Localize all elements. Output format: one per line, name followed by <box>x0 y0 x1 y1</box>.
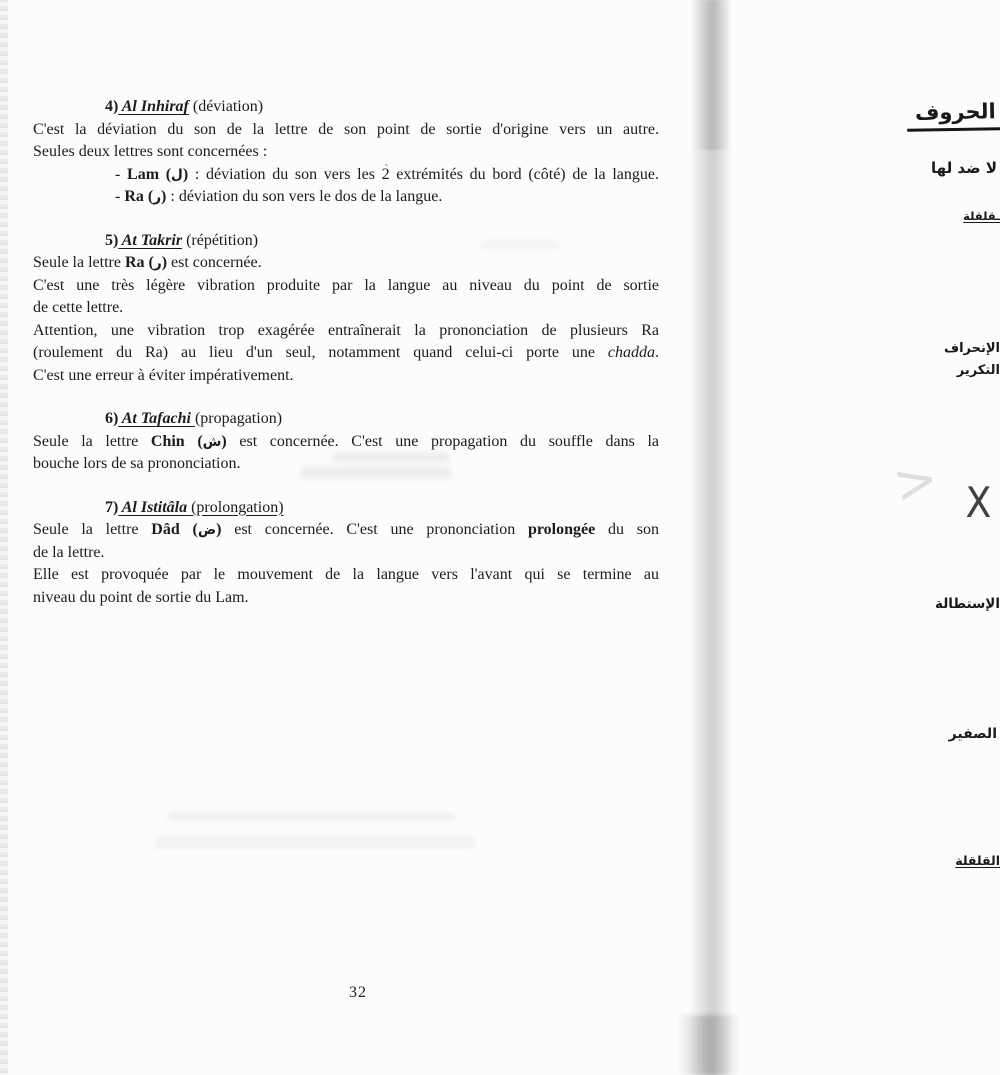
section-5-at-takrir <box>33 230 659 388</box>
text-line <box>33 141 659 164</box>
text-run: : déviation du son vers le dos de la langue. <box>166 188 443 205</box>
arabic-note-istitala: الإستطالة <box>935 596 1000 612</box>
page-gutter-shadow <box>690 0 732 1075</box>
text-run: ش <box>202 433 222 450</box>
text-run: Al Inhiraf <box>118 98 189 115</box>
text-run: ) <box>216 521 222 538</box>
text-run: Dâd ( <box>151 521 198 538</box>
text-run: Chin ( <box>150 432 203 450</box>
text-run: At Takrir <box>118 231 183 249</box>
text-run: Al Istitâla <box>118 498 192 516</box>
section-heading <box>33 408 659 431</box>
arabic-note-qalqala-bottom: القلقلة <box>955 853 1000 868</box>
text-run: C'est une erreur à éviter impérativement. <box>33 366 294 384</box>
text-run: (déviation) <box>188 98 264 115</box>
section-heading <box>33 96 659 119</box>
text-run: 4) <box>105 98 119 115</box>
ink-bleed-smudge <box>155 836 475 849</box>
text-run: Seule la lettre <box>33 521 152 538</box>
text-run: Seule la lettre <box>33 432 151 450</box>
text-line <box>33 275 659 298</box>
text-run: ) <box>161 254 168 271</box>
text-run: prolongée <box>527 521 596 538</box>
section-heading <box>33 230 659 253</box>
text-run: At Tafachi <box>118 410 195 427</box>
text-run: : déviation du son vers les <box>188 165 382 183</box>
arabic-note-takrir: التكرير <box>956 363 1000 378</box>
text-run: de la lettre. <box>33 543 105 561</box>
text-run: 2 ˋ <box>382 166 390 183</box>
text-run: - <box>115 188 125 205</box>
text-run: ض <box>197 522 217 538</box>
text-line <box>33 297 659 320</box>
text-run: bouche lors de sa prononciation. <box>33 455 241 472</box>
section-heading <box>33 497 659 520</box>
faint-check-mark: < <box>888 446 945 518</box>
arabic-note-qalqala-top: ـقلقلة <box>963 209 1000 223</box>
section-7-al-istitala <box>33 497 659 610</box>
page-content <box>33 96 659 630</box>
handwritten-x-mark: X <box>965 478 992 527</box>
text-line <box>33 119 659 142</box>
text-run: (roulement du Ra) au lieu d'un seul, notamment quand celui-ci porte une <box>33 344 608 361</box>
text-line <box>33 164 659 187</box>
ink-bleed-smudge <box>167 812 455 821</box>
text-run: Seules deux lettres sont concernées : <box>33 143 268 160</box>
text-run: extrémités du bord (côté) de la langue. <box>389 165 659 183</box>
section-4-al-inhiraf <box>33 96 659 209</box>
text-line <box>33 519 659 542</box>
text-run: 7) <box>105 498 119 516</box>
text-run: . <box>655 344 659 361</box>
text-run: Ra ( <box>124 254 154 271</box>
arabic-note-safir: الصفير <box>948 726 997 742</box>
text-run: chadda <box>607 344 655 361</box>
gutter-shadow-top <box>694 0 730 150</box>
text-run: C'est une très légère vibration produite par la langue au niveau du point de sortie <box>33 276 659 294</box>
text-run: 5) <box>105 231 119 249</box>
text-run: (propagation) <box>194 410 283 427</box>
text-line <box>33 342 659 365</box>
section-6-at-tafachi <box>33 408 659 476</box>
text-line <box>33 431 659 454</box>
text-run: est concernée. C'est une propagation du souffle dans la <box>226 432 659 450</box>
text-run: Attention, une vibration trop exagérée entraînerait la prononciation de plusieurs Ra <box>33 321 659 339</box>
text-line <box>33 365 659 388</box>
gutter-shadow-bottom <box>678 1015 740 1075</box>
scan-edge-artifact <box>0 0 8 1075</box>
text-run: ر <box>153 255 162 271</box>
text-line <box>33 453 659 476</box>
text-run: - <box>115 165 128 183</box>
text-run: Seule la lettre <box>33 254 125 271</box>
text-run: niveau du point de sortie du Lam. <box>33 588 249 606</box>
text-line <box>33 252 659 275</box>
text-run: C'est la déviation du son de la lettre de son point de sortie d'origine vers un autre. <box>33 120 659 138</box>
text-line <box>33 564 659 587</box>
text-run: 6) <box>105 410 119 427</box>
text-run: ) <box>221 432 227 450</box>
text-line <box>33 320 659 343</box>
text-run: ر <box>153 189 162 205</box>
text-run: est concernée. C'est une prononciation <box>221 521 528 538</box>
text-run: Elle est provoquée par le mouvement de la langue vers l'avant qui se termine au <box>33 566 659 583</box>
text-run: est concernée. <box>167 254 262 271</box>
arabic-title-fragment: الحروف <box>907 99 1000 132</box>
text-run: de cette lettre. <box>33 299 124 316</box>
text-run: du son <box>595 521 659 538</box>
text-run: ) <box>161 188 167 205</box>
arabic-note-la-didda-laha: لا ضد لها <box>931 159 997 177</box>
text-line <box>33 587 659 610</box>
text-line <box>33 542 659 565</box>
text-run: ) <box>182 165 189 183</box>
text-run: Ra ( <box>124 188 154 205</box>
text-run: (prolongation) <box>191 498 284 516</box>
text-run: ل <box>171 166 183 183</box>
arabic-note-inhiraf: الإنحراف <box>943 341 1000 356</box>
text-line <box>33 186 659 209</box>
text-run: Lam ( <box>127 165 172 183</box>
text-run: (répétition) <box>182 231 259 249</box>
page-number: 32 <box>349 984 367 1001</box>
